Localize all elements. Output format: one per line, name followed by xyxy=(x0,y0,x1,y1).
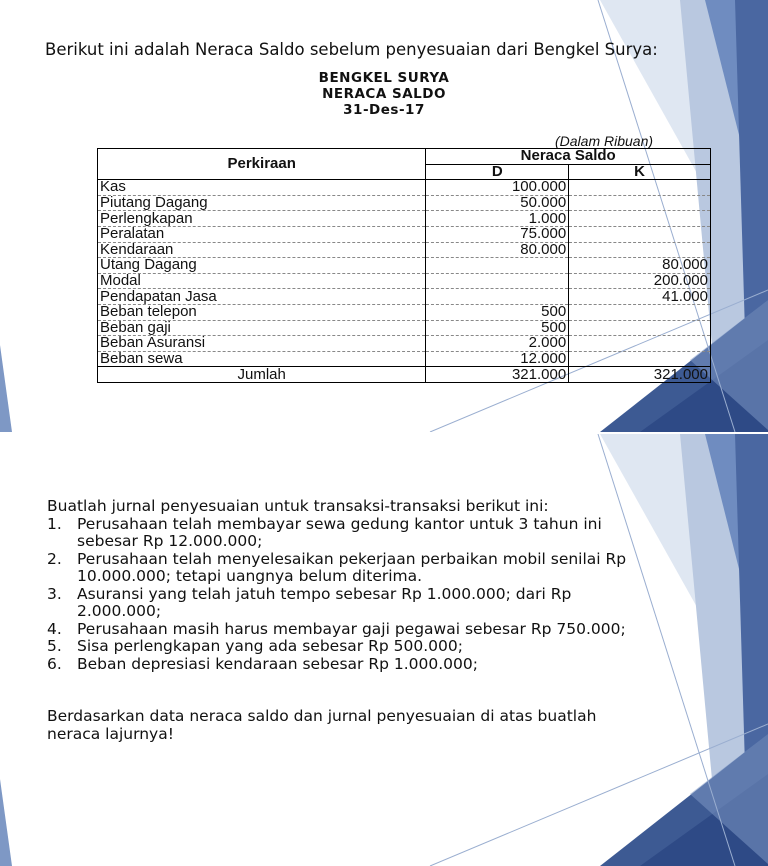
instruction-heading: Buatlah jurnal penyesuaian untuk transaksi-transaksi berikut ini: xyxy=(47,497,549,515)
header-debit: D xyxy=(426,164,569,180)
list-item xyxy=(47,638,626,656)
total-label: Jumlah xyxy=(98,367,426,383)
table-row xyxy=(98,211,711,227)
list-item xyxy=(47,656,626,674)
slide-1 xyxy=(0,0,768,432)
debit-cell xyxy=(426,258,569,274)
debit-cell xyxy=(426,273,569,289)
item-text-line: Perusahaan telah menyelesaikan pekerjaan perbaikan mobil senilai Rp xyxy=(77,549,627,568)
item-text-line: sebesar Rp 12.000.000; xyxy=(77,532,263,550)
closing-line: Berdasarkan data neraca saldo dan jurnal penyesuaian di atas buatlah xyxy=(47,707,597,725)
account-cell: Beban Asuransi xyxy=(98,336,426,352)
total-row xyxy=(98,367,711,383)
header-neraca-saldo: Neraca Saldo xyxy=(426,149,711,165)
debit-cell: 1.000 xyxy=(426,211,569,227)
item-text-line: Beban depresiasi kendaraan sebesar Rp 1.000.000; xyxy=(77,654,478,673)
debit-cell: 100.000 xyxy=(426,180,569,196)
account-cell: Pendapatan Jasa xyxy=(98,289,426,305)
item-text-line: Asuransi yang telah jatuh tempo sebesar Rp 1.000.000; dari Rp xyxy=(77,584,572,603)
item-number: 1. xyxy=(47,514,62,533)
debit-cell xyxy=(426,289,569,305)
credit-cell xyxy=(569,211,711,227)
credit-cell xyxy=(569,226,711,242)
account-cell: Beban sewa xyxy=(98,351,426,367)
item-number: 3. xyxy=(47,584,62,603)
account-cell: Beban telepon xyxy=(98,304,426,320)
list-item xyxy=(47,621,626,639)
table-row xyxy=(98,195,711,211)
trial-balance-table xyxy=(97,148,711,383)
debit-cell: 50.000 xyxy=(426,195,569,211)
slide-2 xyxy=(0,434,768,866)
account-cell: Beban gaji xyxy=(98,320,426,336)
company-title: BENGKEL SURYA xyxy=(318,70,450,86)
item-number: 6. xyxy=(47,654,62,673)
unit-note: (Dalam Ribuan) xyxy=(555,133,654,149)
intro-text: Berikut ini adalah Neraca Saldo sebelum penyesuaian dari Bengkel Surya: xyxy=(45,40,658,59)
debit-cell: 500 xyxy=(426,304,569,320)
account-cell: Modal xyxy=(98,273,426,289)
item-text-line: 2.000.000; xyxy=(77,602,162,620)
account-cell: Piutang Dagang xyxy=(98,195,426,211)
credit-cell xyxy=(569,336,711,352)
table-row xyxy=(98,351,711,367)
list-item xyxy=(47,586,626,621)
transaction-list xyxy=(47,516,626,674)
debit-cell: 80.000 xyxy=(426,242,569,258)
table-row xyxy=(98,273,711,289)
debit-cell: 75.000 xyxy=(426,226,569,242)
table-row xyxy=(98,304,711,320)
account-cell: Peralatan xyxy=(98,226,426,242)
item-number: 4. xyxy=(47,619,62,638)
item-text-line: Sisa perlengkapan yang ada sebesar Rp 500.000; xyxy=(77,637,463,655)
header-credit: K xyxy=(569,164,711,180)
item-text-line: Perusahaan telah membayar sewa gedung kantor untuk 3 tahun ini xyxy=(77,514,602,533)
report-title: NERACA SALDO xyxy=(322,86,446,102)
account-cell: Kendaraan xyxy=(98,242,426,258)
table-row xyxy=(98,258,711,274)
item-text-line: Perusahaan masih harus membayar gaji pegawai sebesar Rp 750.000; xyxy=(77,619,626,638)
credit-cell: 80.000 xyxy=(569,258,711,274)
table-row xyxy=(98,180,711,196)
table-row xyxy=(98,320,711,336)
list-item xyxy=(47,516,626,551)
debit-cell: 12.000 xyxy=(426,351,569,367)
credit-cell xyxy=(569,195,711,211)
credit-cell xyxy=(569,304,711,320)
item-number: 2. xyxy=(47,549,62,568)
header-account: Perkiraan xyxy=(98,149,426,180)
report-date: 31-Des-17 xyxy=(343,102,425,118)
item-number: 5. xyxy=(47,637,62,655)
debit-cell: 500 xyxy=(426,320,569,336)
adjustment-instructions xyxy=(47,498,626,673)
account-cell: Kas xyxy=(98,180,426,196)
credit-cell xyxy=(569,351,711,367)
credit-cell: 200.000 xyxy=(569,273,711,289)
table-row xyxy=(98,289,711,305)
credit-cell xyxy=(569,320,711,336)
account-cell: Utang Dagang xyxy=(98,258,426,274)
table-row xyxy=(98,336,711,352)
credit-cell: 41.000 xyxy=(569,289,711,305)
closing-line: neraca lajurnya! xyxy=(47,724,174,743)
account-cell: Perlengkapan xyxy=(98,211,426,227)
table-row xyxy=(98,226,711,242)
debit-cell: 2.000 xyxy=(426,336,569,352)
total-credit: 321.000 xyxy=(569,367,711,383)
credit-cell xyxy=(569,242,711,258)
item-text-line: 10.000.000; tetapi uangnya belum diterima. xyxy=(77,567,423,585)
total-debit: 321.000 xyxy=(426,367,569,383)
table-row xyxy=(98,242,711,258)
credit-cell xyxy=(569,180,711,196)
list-item xyxy=(47,551,626,586)
closing-instruction xyxy=(47,708,596,743)
